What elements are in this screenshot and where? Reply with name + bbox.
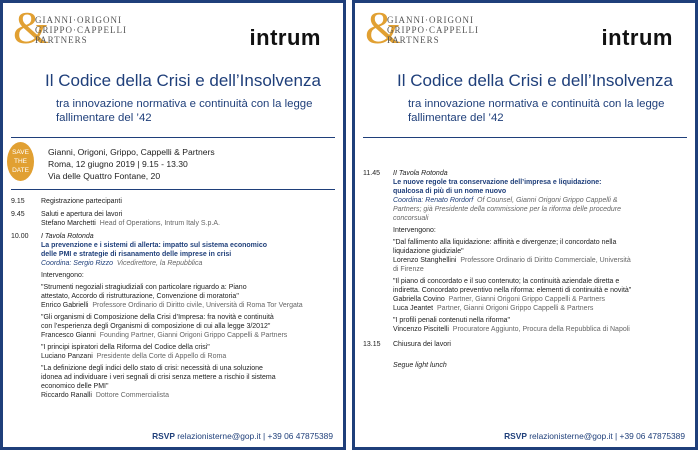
intrum-logo: intrum <box>601 25 673 50</box>
speaker-block: "Strumenti negoziali stragiudiziali con particolare riguardo a: Piano attestato, Accordo di ristrutturazione, Convenzione di moratoria" Enrico Gabrielli Professore Ordinario di Diritto civile, Università di Roma Tor Vergata <box>41 284 303 309</box>
logo-row <box>13 2 333 53</box>
firm-logo-text: GIANNI·ORIGONI GRIPPO·CAPPELLI PARTNERS <box>387 15 480 45</box>
agenda-row: 11.45 II Tavola Rotonda Le nuove regole tra conservazione dell’impresa e liquidazione: qualcosa di più di un nome nuovo Coordina: Renato Rordorf Of Counsel, Gianni Origoni Grippo Cappelli & Partners; già Presidente della commissione per la riforma delle procedure concorsuali Intervengono: "Dal fallimento alla liquidazione: affinità e divergenze; il concordato nella liquidazione giudiziale" Lorenzo Stanghellini Professore Ordinario di Diritto Commerciale, Università di Firenze "Il piano di concordato e il suo contenuto; la continuità aziendale diretta e indiretta. Concordato preventivo nella riforma: elementi di continuità e novità" Gabriella Covino Partner, Gianni Origoni Grippo Cappelli & Partners Luca Jeantet Partner, Gianni Origoni Grippo Cappelli & Partners "I profili penali contenuti nella riforma" Vincenzo Piscitelli Procuratore Aggiunto, Procura della Repubblica di Napoli <box>363 169 687 334</box>
ampersand-logo-icon: & <box>13 2 49 53</box>
firm-logo-text: GIANNI·ORIGONI GRIPPO·CAPPELLI PARTNERS <box>35 15 128 45</box>
intrum-logo: intrum <box>249 25 321 50</box>
lunch-note: Segue light lunch <box>393 362 447 369</box>
divider <box>11 189 335 190</box>
rsvp-contact[interactable]: relazionisterne@gop.it | +39 06 47875389 <box>177 431 333 441</box>
page-subtitle: tra innovazione normativa e continuità con la legge fallimentare del ’42 <box>56 98 313 124</box>
agenda-row: 9.45 Saluti e apertura dei lavori Stefano Marchetti Head of Operations, Intrum Italy S.p.A. <box>11 211 220 227</box>
agenda <box>363 169 687 374</box>
speaker-block: "Dal fallimento alla liquidazione: affinità e divergenze; il concordato nella liquidazione giudiziale" Lorenzo Stanghellini Professore Ordinario di Diritto Commerciale, Università di Firenze <box>393 239 631 273</box>
rsvp-line: RSVP relazionisterne@gop.it | +39 06 47875389 <box>152 431 333 441</box>
page-left <box>0 0 346 450</box>
agenda-row <box>363 361 687 370</box>
agenda-row: 10.00 I Tavola Rotonda La prevenzione e i sistemi di allerta: impatto sul sistema economico delle PMI e strategie di risanamento delle imprese in crisi Coordina: Sergio Rizzo Vicedirettore, la Repubblica Intervengono: "Strumenti negoziali stragiudiziali con particolare riguardo a: Piano attestato, Accordo di ristrutturazione, Convenzione di moratoria" Enrico Gabrielli Professore Ordinario di Diritto civile, Università di Roma Tor Vergata "Gli organismi di Composizione della Crisi d’Impresa: fra novità e continuità con l’esperienza degli Organismi di composizione di cui alla legge 3/2012" Francesco Gianni Founding Partner, Gianni Origoni Grippo Cappelli & Partners "I principi ispiratori della Riforma del Codice della crisi" Luciano Panzani Presidente della Corte di Appello di Roma "La definizione degli indici dello stato di crisi: necessità di una soluzione idonea ad individuare i veri segnali di crisi senza mettere a rischio il sistema economico delle PMI" Riccardo Ranalli Dottore Commercialista <box>11 232 335 400</box>
page-right <box>352 0 698 450</box>
speaker-block: "La definizione degli indici dello stato di crisi: necessità di una soluzione idonea ad individuare i veri segnali di crisi senza mettere a rischio il sistema economico delle PMI" Riccardo Ranalli Dottore Commercialista <box>41 365 276 399</box>
speaker-block: "I principi ispiratori della Riforma del Codice della crisi" Luciano Panzani Presidente della Corte di Appello di Roma <box>41 344 227 360</box>
page-subtitle: tra innovazione normativa e continuità con la legge fallimentare del ’42 <box>408 98 665 124</box>
logo-row <box>365 2 685 53</box>
event-address: Via delle Quattro Fontane, 20 <box>48 171 161 181</box>
save-the-date-badge: SAVE THE DATE <box>7 142 34 181</box>
event-org: Gianni, Origoni, Grippo, Cappelli & Partners <box>48 147 215 157</box>
agenda-row: 9.15 Registrazione partecipanti <box>11 198 122 205</box>
agenda-row: 13.15 Chiusura dei lavori <box>363 341 451 348</box>
rsvp-line: RSVP relazionisterne@gop.it | +39 06 47875389 <box>504 431 685 441</box>
divider <box>363 137 687 138</box>
divider <box>11 137 335 138</box>
speaker-block: "Il piano di concordato e il suo contenuto; la continuità aziendale diretta e indiretta. Concordato preventivo nella riforma: elementi di continuità e novità" Gabriella Covino Partner, Gianni Origoni Grippo Cappelli & Partners Luca Jeantet Partner, Gianni Origoni Grippo Cappelli & Partners <box>393 278 632 312</box>
speaker-block: "I profili penali contenuti nella riforma" Vincenzo Piscitelli Procuratore Aggiunto, Procura della Repubblica di Napoli <box>393 317 630 333</box>
event-info <box>48 146 215 182</box>
page-title: Il Codice della Crisi e dell’Insolvenza <box>397 71 673 90</box>
page-title: Il Codice della Crisi e dell’Insolvenza <box>45 71 321 90</box>
ampersand-logo-icon: & <box>365 2 401 53</box>
rsvp-contact[interactable]: relazionisterne@gop.it | +39 06 47875389 <box>529 431 685 441</box>
event-date: Roma, 12 giugno 2019 | 9.15 - 13.30 <box>48 159 188 169</box>
agenda <box>11 197 335 404</box>
speaker-block: "Gli organismi di Composizione della Crisi d’Impresa: fra novità e continuità con l’esperienza degli Organismi di composizione di cui alla legge 3/2012" Francesco Gianni Founding Partner, Gianni Origoni Grippo Cappelli & Partners <box>41 314 288 339</box>
